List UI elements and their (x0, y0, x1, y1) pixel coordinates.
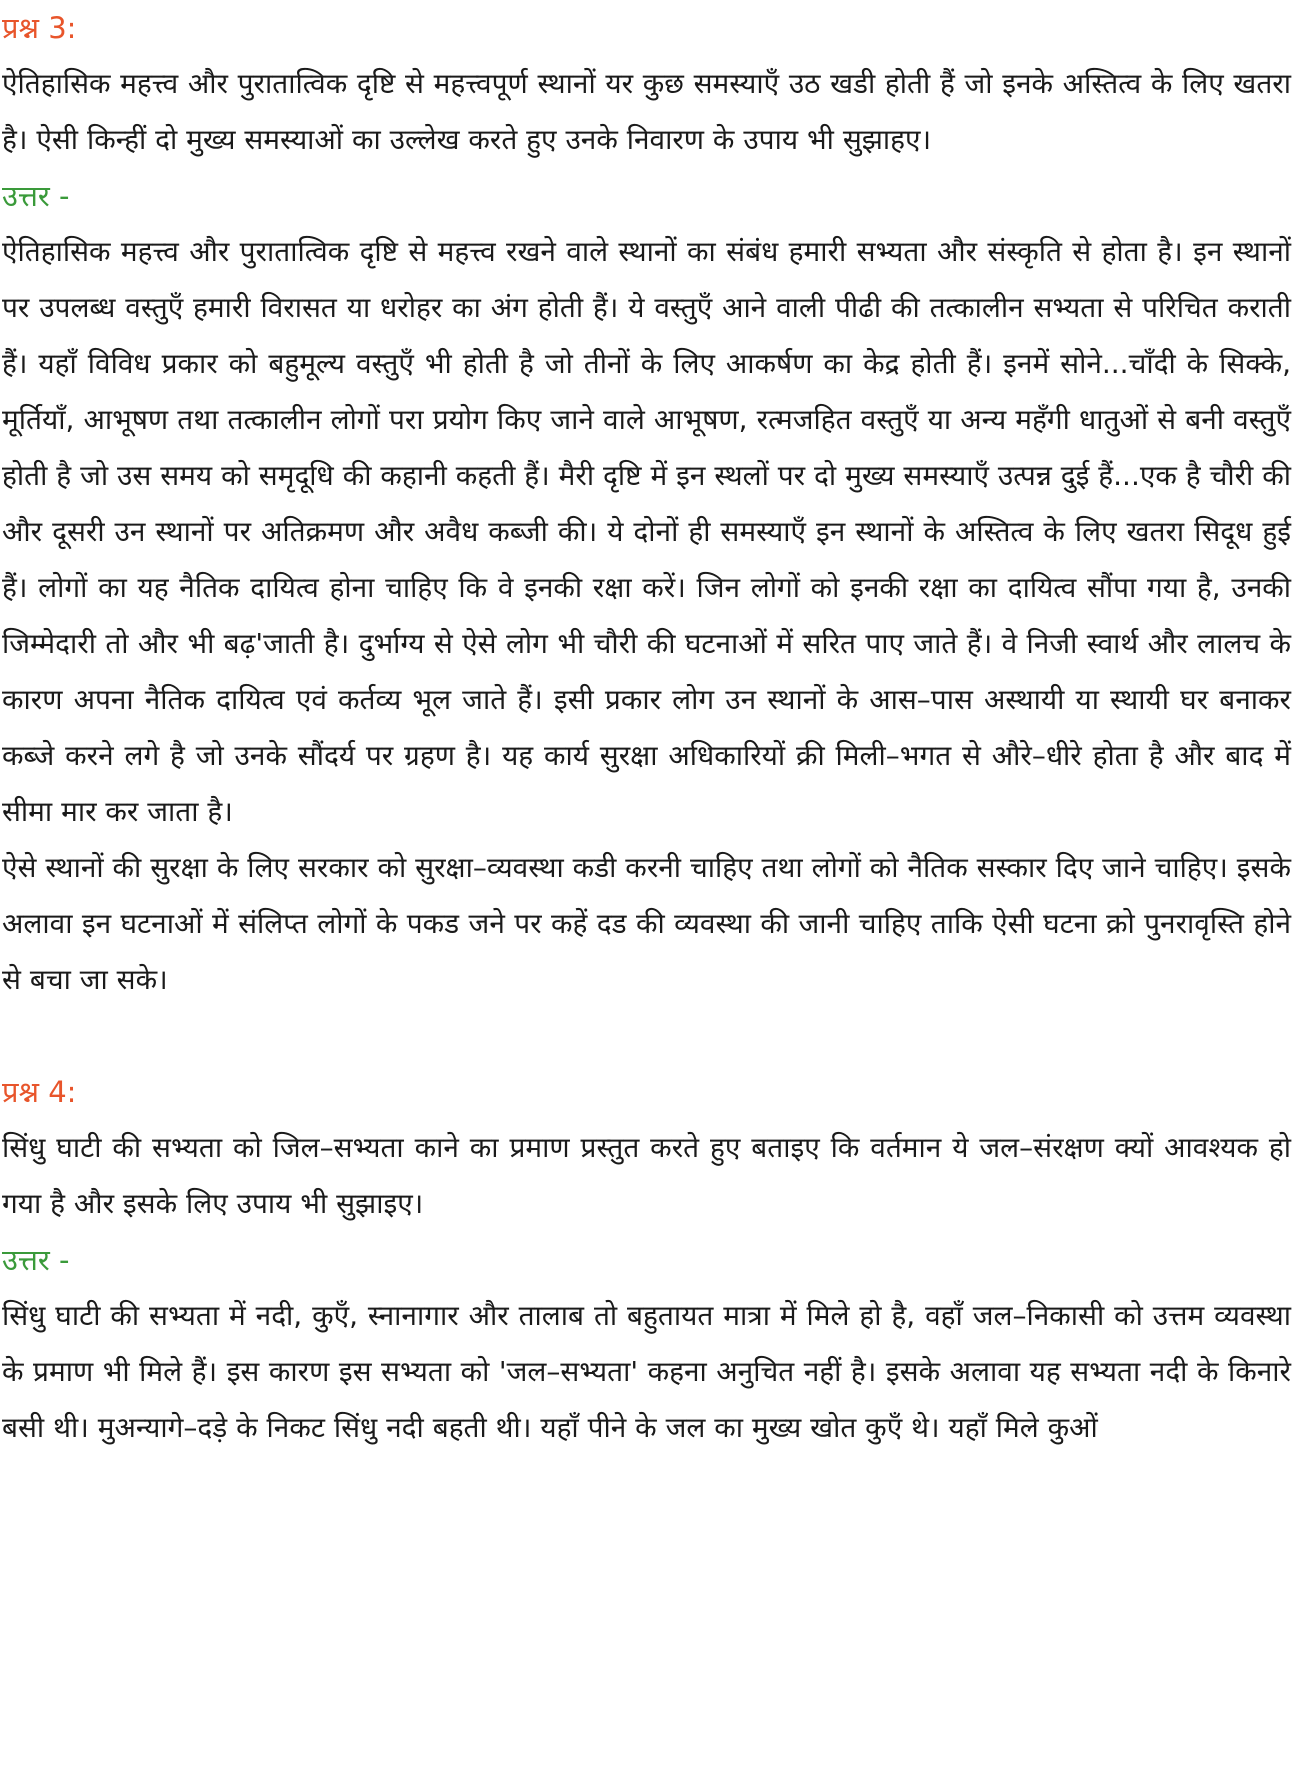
question-3-section (2, 0, 1291, 1008)
answer-3-paragraph-2: ऐसे स्थानों की सुरक्षा के लिए सरकार को सुरक्षा–व्यवस्था कडी करनी चाहिए तथा लोगों को नैतिक सस्कार दिए जाने चाहिए। इसके अलावा इन घटनाओं में संलिप्त लोगों के पकड जने पर कहें दड की व्यवस्था की जानी चाहिए ताकि ऐसी घटना क्रो पुनरावृस्ति होने से बचा जा सके। (2, 851, 1291, 996)
answer-3-heading: उत्तर - (2, 179, 70, 213)
question-3-heading: प्रश्न 3: (2, 11, 77, 45)
question-4-text: सिंधु घाटी की सभ्यता को जिल–सभ्यता काने का प्रमाण प्रस्तुत करते हुए बताइए कि वर्तमान ये जल–संरक्षण क्यों आवश्यक हो गया है और इसके लिए उपाय भी सुझाइए। (2, 1131, 1291, 1220)
answer-4-paragraph-1: सिंधु घाटी की सभ्यता में नदी, कुएँ, स्नानागार और तालाब तो बहुतायत मात्रा में मिले हो है, वहाँ जल–निकासी को उत्तम व्यवस्था के प्रमाण भी मिले हैं। इस कारण इस सभ्यता को 'जल–सभ्यता' कहना अनुचित नहीं है। इसके अलावा यह सभ्यता नदी के किनारे बसी थी। मुअन्यागे–दड़े के निकट सिंधु नदी बहती थी। यहाँ पीने के जल का मुख्य खोत कुएँ थे। यहाँ मिले कुओं (2, 1299, 1291, 1444)
answer-3-paragraph-1: ऐतिहासिक महत्त्व और पुरातात्विक दृष्टि से महत्त्व रखने वाले स्थानों का संबंध हमारी सभ्यता और संस्कृति से होता है। इन स्थानों पर उपलब्ध वस्तुएँ हमारी विरासत या धरोहर का अंग होती हैं। ये वस्तुएँ आने वाली पीढी की तत्कालीन सभ्यता से परिचित कराती हैं। यहाँ विविध प्रकार को बहुमूल्य वस्तुएँ भी होती है जो तीनों के लिए आकर्षण का केद्र होती हैं। इनमें सोने...चाँदी के सिक्के, मूर्तियाँ, आभूषण तथा तत्कालीन लोगों परा प्रयोग किए जाने वाले आभूषण, रत्मजहित वस्तुएँ या अन्य महँगी धातुओं से बनी वस्तुएँ होती है जो उस समय को समृदूधि की कहानी कहती हैं। मैरी दृष्टि में इन स्थलों पर दो मुख्य समस्याएँ उत्पन्न दुई हैं...एक है चौरी की और दूसरी उन स्थानों पर अतिक्रमण और अवैध कब्जी की। ये दोनों ही समस्याएँ इन स्थानों के अस्तित्व के लिए खतरा सिदूध हुई हैं। लोगों का यह नैतिक दायित्व होना चाहिए कि वे इनकी रक्षा करें। जिन लोगों को इनकी रक्षा का दायित्व सौंपा गया है, उनकी जिम्मेदारी तो और भी बढ़'जाती है। दुर्भाग्य से ऐसे लोग भी चौरी की घटनाओं में सरित पाए जाते हैं। वे निजी स्वार्थ और लालच के कारण अपना नैतिक दायित्व एवं कर्तव्य भूल जाते हैं। इसी प्रकार लोग उन स्थानों के आस–पास अस्थायी या स्थायी घर बनाकर कब्जे करने लगे है जो उनके सौंदर्य पर ग्रहण है। यह कार्य सुरक्षा अधिकारियों क्री मिली–भगत से औरे–धीरे होता है और बाद में सीमा मार कर जाता है। (2, 235, 1291, 828)
question-3-text: ऐतिहासिक महत्त्व और पुरातात्विक दृष्टि से महत्त्वपूर्ण स्थानों यर कुछ समस्याएँ उठ खडी होती हैं जो इनके अस्तित्व के लिए खतरा है। ऐसी किन्हीं दो मुख्य समस्याओं का उल्लेख करते हुए उनके निवारण के उपाय भी सुझाहए। (2, 67, 1291, 156)
question-4-section (2, 1064, 1291, 1456)
answer-4-heading: उत्तर - (2, 1243, 70, 1277)
question-4-heading: प्रश्न 4: (2, 1075, 77, 1109)
section-spacer (2, 1008, 1291, 1064)
